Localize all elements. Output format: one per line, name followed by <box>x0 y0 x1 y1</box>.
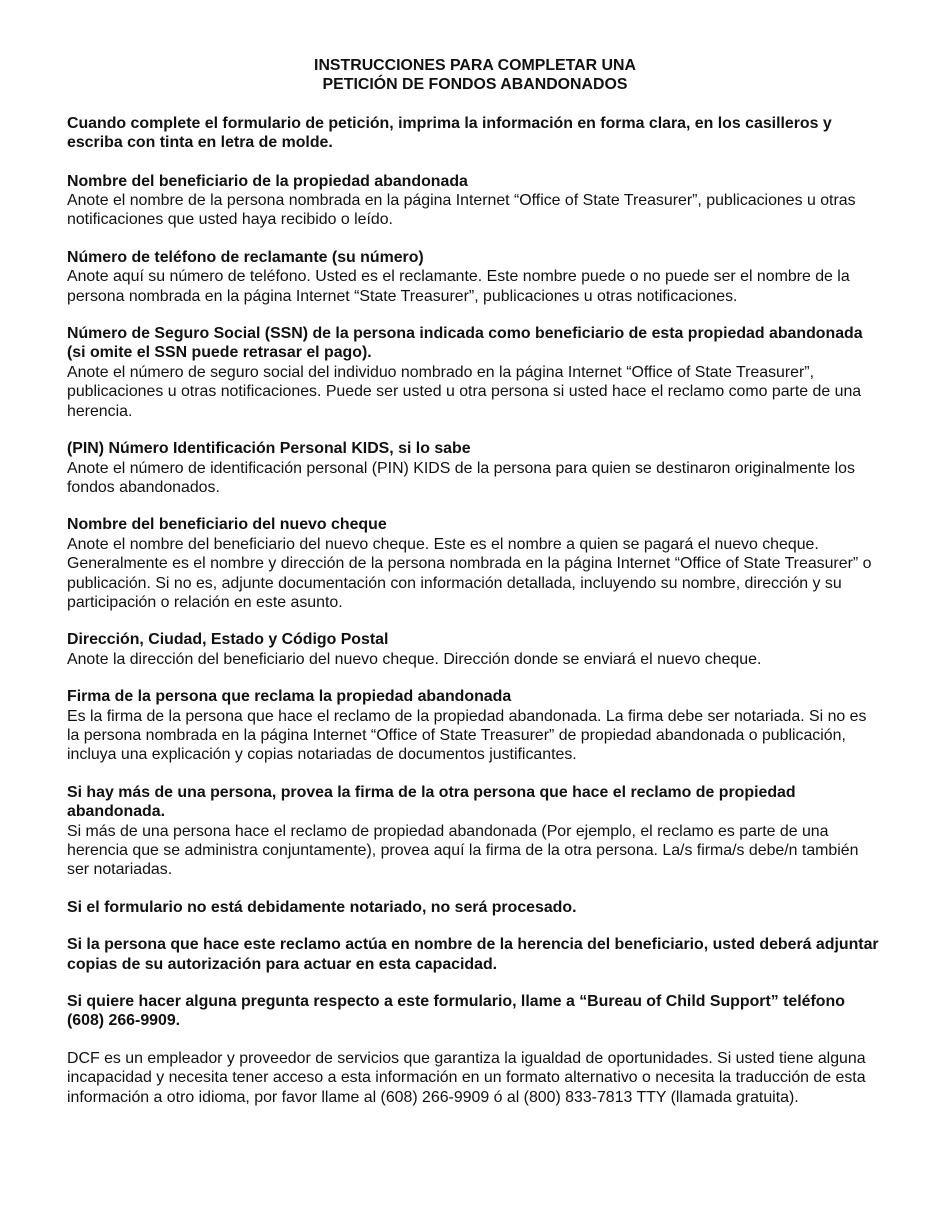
section-heading: Número de Seguro Social (SSN) de la persona indicada como beneficiario de esta propiedad abandonada (si omite el SSN puede retrasar el pago). <box>67 325 863 362</box>
title-line-1: INSTRUCCIONES PARA COMPLETAR UNA <box>314 57 636 74</box>
title-line-2: PETICIÓN DE FONDOS ABANDONADOS <box>322 76 628 94</box>
notice-notarized: Si el formulario no está debidamente notariado, no será procesado. <box>67 898 577 916</box>
section-body: Anote la dirección del beneficiario del nuevo cheque. Dirección donde se enviará el nuevo cheque. <box>67 650 762 668</box>
section-heading: Número de teléfono de reclamante (su número) <box>67 248 424 266</box>
section-kids-pin <box>67 439 883 497</box>
section-heading: Firma de la persona que reclama la propiedad abandonada <box>67 688 512 706</box>
section-heading: Dirección, Ciudad, Estado y Código Postal <box>67 631 389 649</box>
document-title <box>67 56 883 95</box>
equal-opportunity-footer: DCF es un empleador y proveedor de servicios que garantiza la igualdad de oportunidades. Si usted tiene alguna incapacidad y necesita tener acceso a esta información en un formato alternativo o necesita la traducción de esta información a otro idioma, por favor llame al (608) 266-9909 ó al (800) 833-7813 TTY (llamada gratuita). <box>67 1049 866 1106</box>
section-claimant-signature <box>67 687 883 765</box>
section-claimant-phone <box>67 248 883 306</box>
section-body: Es la firma de la persona que hace el reclamo de la propiedad abandonada. La firma debe ser notariada. Si no es la persona nombrada en la página Internet “Office of State Treasurer” de propiedad abandonada o publicación, incluya una explicación y copias notariadas de documentos justificantes. <box>67 707 867 764</box>
section-heading: (PIN) Número Identificación Personal KIDS, si lo sabe <box>67 440 471 458</box>
section-body: Anote el número de seguro social del individuo nombrado en la página Internet “Office of State Treasurer”, publicaciones u otras notificaciones. Puede ser usted u otra persona si usted hace el reclamo como parte de una herencia. <box>67 363 862 420</box>
section-heading: Si hay más de una persona, provea la firma de la otra persona que hace el reclamo de propiedad abandonada. <box>67 783 796 821</box>
section-new-check-payee <box>67 515 883 612</box>
section-body: Anote el número de identificación personal (PIN) KIDS de la persona para quien se destinaron originalmente los fondos abandonados. <box>67 459 855 496</box>
notice-contact-phone: Si quiere hacer alguna pregunta respecto a este formulario, llame a “Bureau of Child Support” teléfono (608) 266-9909. <box>67 993 845 1030</box>
notice-estate-authorization: Si la persona que hace este reclamo actúa en nombre de la herencia del beneficiario, usted deberá adjuntar copias de su autorización para actuar en esta capacidad. <box>67 936 879 973</box>
section-heading: Nombre del beneficiario de la propiedad abandonada <box>67 172 468 190</box>
section-ssn <box>67 324 883 421</box>
section-beneficiary-name <box>67 172 883 230</box>
instructions-page <box>67 56 883 1107</box>
section-body: Si más de una persona hace el reclamo de propiedad abandonada (Por ejemplo, el reclamo es parte de una herencia que se administra conjuntamente), provea aquí la firma de la otra persona. La/s firma/s debe/n también ser notariadas. <box>67 822 859 879</box>
section-body: Anote el nombre de la persona nombrada en la página Internet “Office of State Treasurer”, publicaciones u otras notificaciones que usted haya recibido o leído. <box>67 192 856 229</box>
section-additional-signature <box>67 783 883 880</box>
section-body: Anote el nombre del beneficiario del nuevo cheque. Este es el nombre a quien se pagará el nuevo cheque. Generalmente es el nombre y dirección de la persona nombrada en la página Internet “Office of State Treasurer” o publicación. Si no es, adjunte documentación con información detallada, incluyendo su nombre, dirección y su participación o relación en este asunto. <box>67 535 872 611</box>
section-address <box>67 630 883 669</box>
section-heading: Nombre del beneficiario del nuevo cheque <box>67 516 387 534</box>
section-body: Anote aquí su número de teléfono. Usted es el reclamante. Este nombre puede o no puede ser el nombre de la persona nombrada en la página Internet “State Treasurer”, publicaciones u otras notificaciones. <box>67 268 850 305</box>
intro-paragraph: Cuando complete el formulario de petición, imprima la información en forma clara, en los casilleros y escriba con tinta en letra de molde. <box>67 114 832 152</box>
